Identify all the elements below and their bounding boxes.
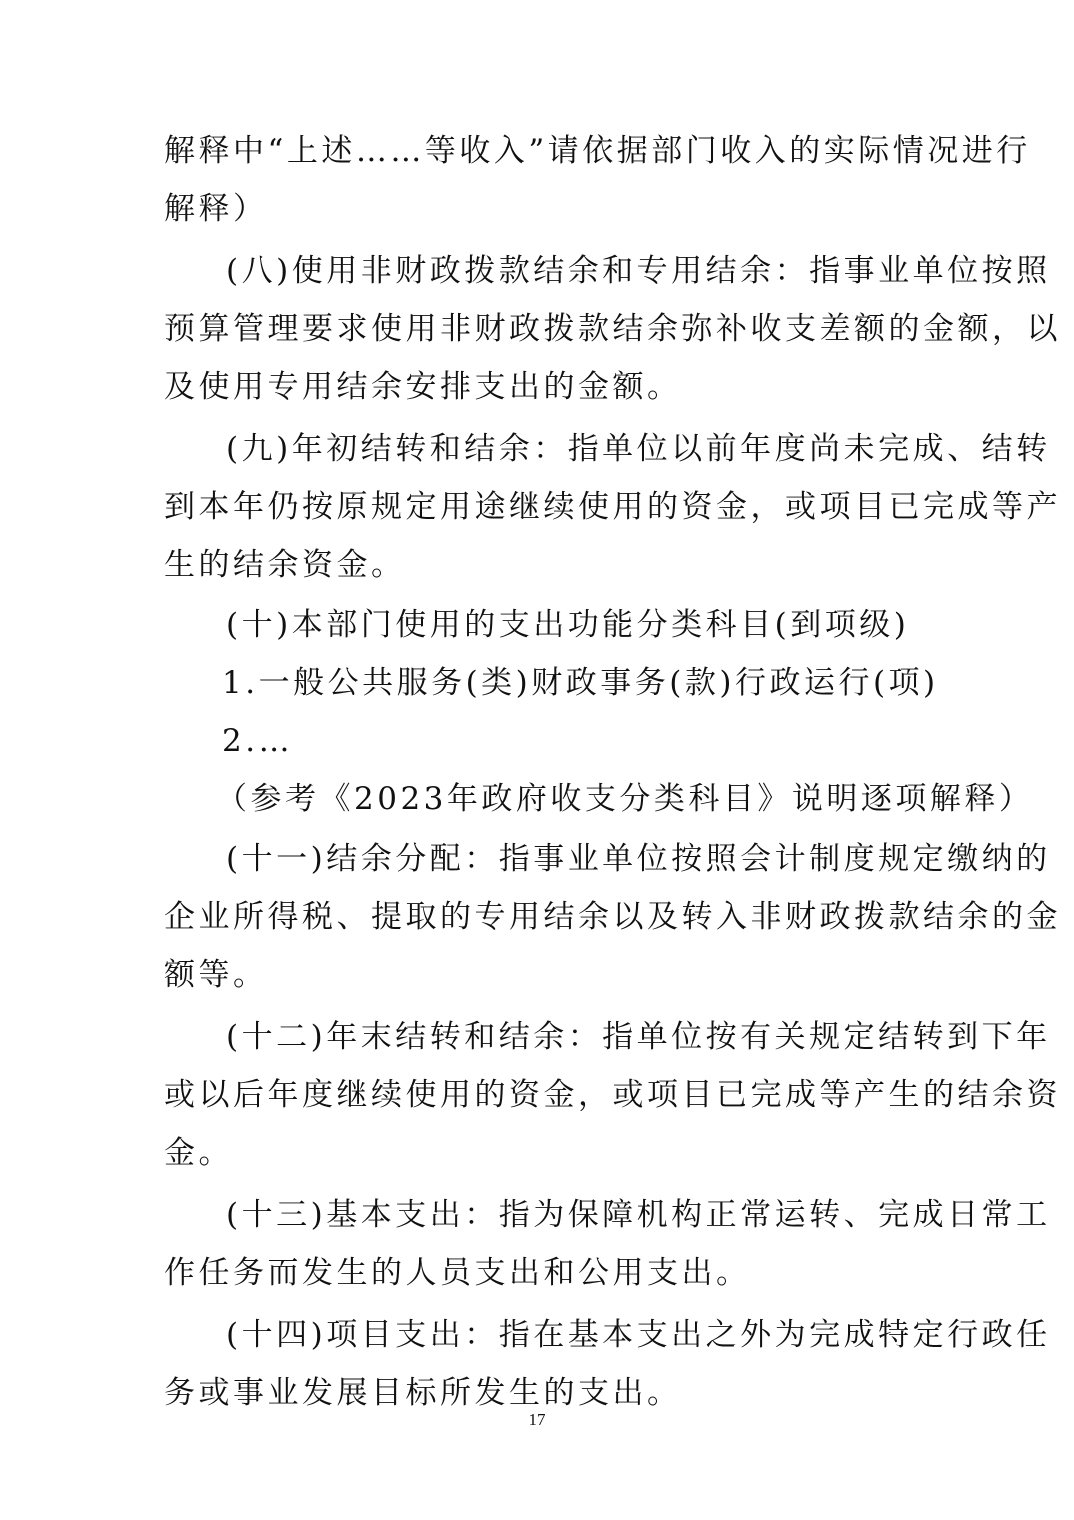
page-number: 17	[528, 1410, 546, 1429]
paragraph-item-11	[164, 830, 1061, 1004]
paragraph-line: 解释中“上述……等收入”请依据部门收入的实际情况进行	[164, 133, 1031, 169]
paragraph-line: 作任务而发生的人员支出和公用支出。	[164, 1255, 751, 1291]
paragraph-line: (九)年初结转和结余：指单位以前年度尚未完成、结转	[226, 431, 1051, 467]
paragraph-item-12	[164, 1008, 1061, 1182]
paragraph-line: 预算管理要求使用非财政拨款结余弥补收支差额的金额，以	[164, 311, 1061, 347]
document-body	[164, 122, 1061, 1422]
paragraph-item-10-1	[164, 654, 939, 712]
paragraph-line: 企业所得税、提取的专用结余以及转入非财政拨款结余的金	[164, 899, 1061, 935]
paragraph-line: 务或事业发展目标所发生的支出。	[164, 1375, 682, 1411]
paragraph-line: (八)使用非财政拨款结余和专用结余：指事业单位按照	[226, 253, 1051, 289]
paragraph-item-9	[164, 420, 1061, 594]
paragraph-item-10-note	[164, 770, 1034, 828]
paragraph-line: (十一)结余分配：指事业单位按照会计制度规定缴纳的	[226, 841, 1051, 877]
paragraph-line: (十)本部门使用的支出功能分类科目(到项级)	[226, 607, 910, 643]
paragraph-line: 1.一般公共服务(类)财政事务(款)行政运行(项)	[222, 665, 939, 701]
paragraph-line: 到本年仍按原规定用途继续使用的资金，或项目已完成等产	[164, 489, 1061, 525]
paragraph-line: (十四)项目支出：指在基本支出之外为完成特定行政任	[226, 1317, 1051, 1353]
paragraph-item-10	[164, 596, 914, 654]
paragraph-line: 金。	[164, 1135, 233, 1171]
paragraph-item-10-2	[164, 712, 914, 770]
paragraph-line: 及使用专用结余安排支出的金额。	[164, 369, 682, 405]
paragraph-line: 生的结余资金。	[164, 547, 406, 583]
paragraph-line: 解释）	[164, 191, 268, 227]
paragraph-item-13	[164, 1186, 1051, 1302]
paragraph-line: 额等。	[164, 957, 268, 993]
paragraph-line: 或以后年度继续使用的资金，或项目已完成等产生的结余资	[164, 1077, 1061, 1113]
paragraph-line: (十二)年末结转和结余：指单位按有关规定结转到下年	[226, 1019, 1051, 1055]
paragraph-item-8	[164, 242, 1061, 416]
paragraph-line: （参考《2023年政府收支分类科目》说明逐项解释）	[216, 781, 1034, 817]
paragraph-item-14	[164, 1306, 1051, 1422]
paragraph-continuation	[164, 122, 1031, 238]
paragraph-line: 2.…	[222, 723, 294, 759]
paragraph-line: (十三)基本支出：指为保障机构正常运转、完成日常工	[226, 1197, 1051, 1233]
